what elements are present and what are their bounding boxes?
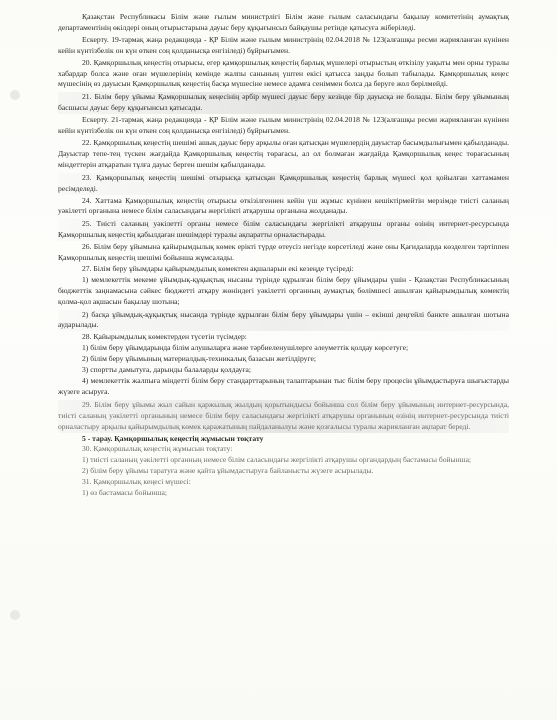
paragraph-24: 24. Хаттама Қамқоршылық кеңестің отырысы өткізілгеннен кейін үш жұмыс күнінен кешіктірмейтін мерзімде тиісті саланың уәкілетті органына немесе білім саласындағы жергілікті атқарушы органына жолданады. <box>58 195 509 216</box>
paragraph-22: 22. Қамқоршылық кеңестің шешімі ашық дауыс беру арқылы оған қатысқан мүшелердің дауыстар басымдылығымен қабылданады. Дауыстар тепе-тең түскен жағдайда Қамқоршылық кеңестің төрағасы, ал ол болмаған жағдайда Қамқоршылық кеңес төрағасының міндеттерін атқаратын тұлға дауыс берген шешім қабылданады. <box>58 137 509 169</box>
paragraph-21: 21. Білім беру ұйымы Қамқоршылық кеңесінің әрбір мүшесі дауыс беру кезінде бір дауысқа ие болады. Білім беру ұйымының басшысы дауыс беру құқығынсыз қатысады. <box>58 92 509 113</box>
paragraph-28-item-1: 1) білім беру ұйымдарында білім алушыларға және тәрбиеленушілерге әлеуметтік қолдау көрсетуге; <box>82 343 409 353</box>
paragraph-19-end: Қазақстан Республикасы Білім және ғылым министрлігі Білім және ғылым саласындағы бақылау комитетінің аумақтық департаментінің өкілдері оның отырыстарына дауыс беру құқығынсыз байқаушы ретінде қатысуға жіберіледі. <box>58 12 509 32</box>
paragraph-20: 20. Қамқоршылық кеңестің отырысы, егер қамқоршылық кеңестің барлық мүшелері отырыстың өткізілу уақыты мен орны туралы хабардар болса және оған мүшелерінің кемінде жалпы санының үштен екісі қатысса заңды болып табылады. Қамқоршылық кеңес мүшесінің өз дауысын Қамқоршылық кеңестің басқа мүшесіне немесе адамға сеніммен болса да беруге жол берілмейді. <box>58 57 509 89</box>
paragraph-27-item-2: 2) басқа ұйымдық-құқықтық нысанда түрінде құрылған білім беру ұйымдары үшін – екінші деңгейлі банкте ашылған шотына аударылады. <box>58 309 509 330</box>
paragraph-30: 30. Қамқоршылық кеңестің жұмысын тоқтату: <box>82 444 233 454</box>
binder-hole <box>10 90 20 100</box>
paragraph-28-item-3: 3) спортты дамытуға, дарынды балаларды қолдауға; <box>82 365 251 375</box>
paragraph-26: 26. Білім беру ұйымына қайырымдылық көмек ерікті түрде өтеусіз негізде көрсетіледі және оны Қағидаларда көзделген тәртіппен Қамқоршылық кеңестің шешімі бойынша жұмсалады. <box>58 242 509 263</box>
binder-hole <box>10 610 20 620</box>
note-21: Ескерту. 21-тармақ жаңа редакцияда - ҚР Білім және ғылым министрінің 02.04.2018 № 123(алғашқы ресми жарияланған күнінен кейін күнтізбелік он күн өткен соң қолданысқа енгізіледі) бұйрығымен. <box>58 115 509 136</box>
paragraph-23: 23. Қамқоршылық кеңестің шешімі отырысқа қатысқан Қамқоршылық кеңестің барлық мүшесі қол қойылған хаттамамен ресімделеді. <box>58 172 509 193</box>
paragraph-31: 31. Қамқоршылық кеңесі мүшесі: <box>82 477 191 487</box>
chapter-5-heading: 5 - тарау. Қамқоршылық кеңестің жұмысын тоқтату <box>82 433 264 443</box>
paragraph-25: 25. Тиісті саланың уәкілетті органы немесе білім саласындағы жергілікті атқарушы органы өзінің интернет-ресурсында Қамқоршылық кеңестің қабылдаған шешімдері туралы ақпаратты орналастырады. <box>58 219 509 240</box>
paragraph-31-item-1: 1) өз бастамасы бойынша; <box>82 488 168 498</box>
paragraph-30-item-2: 2) білім беру ұйымы таратуға және қайта ұйымдастыруға байланысты жүзеге асырылады. <box>82 466 374 476</box>
paragraph-29: 29. Білім беру ұйымы жыл сайын қаржылық жылдың қорытындысы бойынша сол білім беру ұйымының интернет-ресурсында, тиісті саланың уәкілетті органының немесе білім беру саласындағы жергілікті атқарушы органының өзінің интернет-ресурсында тиісті орналастыру арқылы қайырымдылық көмек қаражатының пайдаланылуы және қозғалысы туралы жарияланған ақпарат береді. <box>58 399 509 431</box>
paragraph-28-item-2: 2) білім беру ұйымының материалдық-техникалық базасын жетілдіруге; <box>82 354 316 364</box>
paragraph-28: 28. Қайырымдылық көмектерден түсетін түсімдер: <box>82 332 247 342</box>
paragraph-27-item-1: 1) мемлекеттік мекеме ұйымдық-құқықтық нысаны түрінде құрылған білім беру ұйымдары үшін - Қазақстан Республикасының бюджеттік заңнамасына сәйкес бюджетті атқару жөніндегі уәкілетті органның аумақтық бөлімшесі ашылған қайырымдылық көмектің қолма-қол ақшасын бақылау шотына; <box>58 274 509 306</box>
note-19: Ескерту. 19-тармақ жаңа редакцияда - ҚР Білім және ғылым министрінің 02.04.2018 № 123(алғашқы ресми жарияланған күнінен кейін күнтізбелік он күн өткен соң қолданысқа енгізіледі) бұйрығымен. <box>58 34 509 55</box>
paragraph-27: 27. Білім беру ұйымдары қайырымдылық көмектен ақшаларын екі кезеңде түсіреді: <box>82 263 354 273</box>
paragraph-30-item-1: 1) тиісті саланың уәкілетті органның немесе білім саласындағы жергілікті атқарушы органдардың бастамасы бойынша; <box>82 455 472 465</box>
paragraph-28-item-4: 4) мемлекеттік жалпыға міндетті білім беру стандарттарының талаптарынан тыс білім беру процесін ұйымдастыруға шығыстарды жүзеге асыруға. <box>58 376 509 396</box>
